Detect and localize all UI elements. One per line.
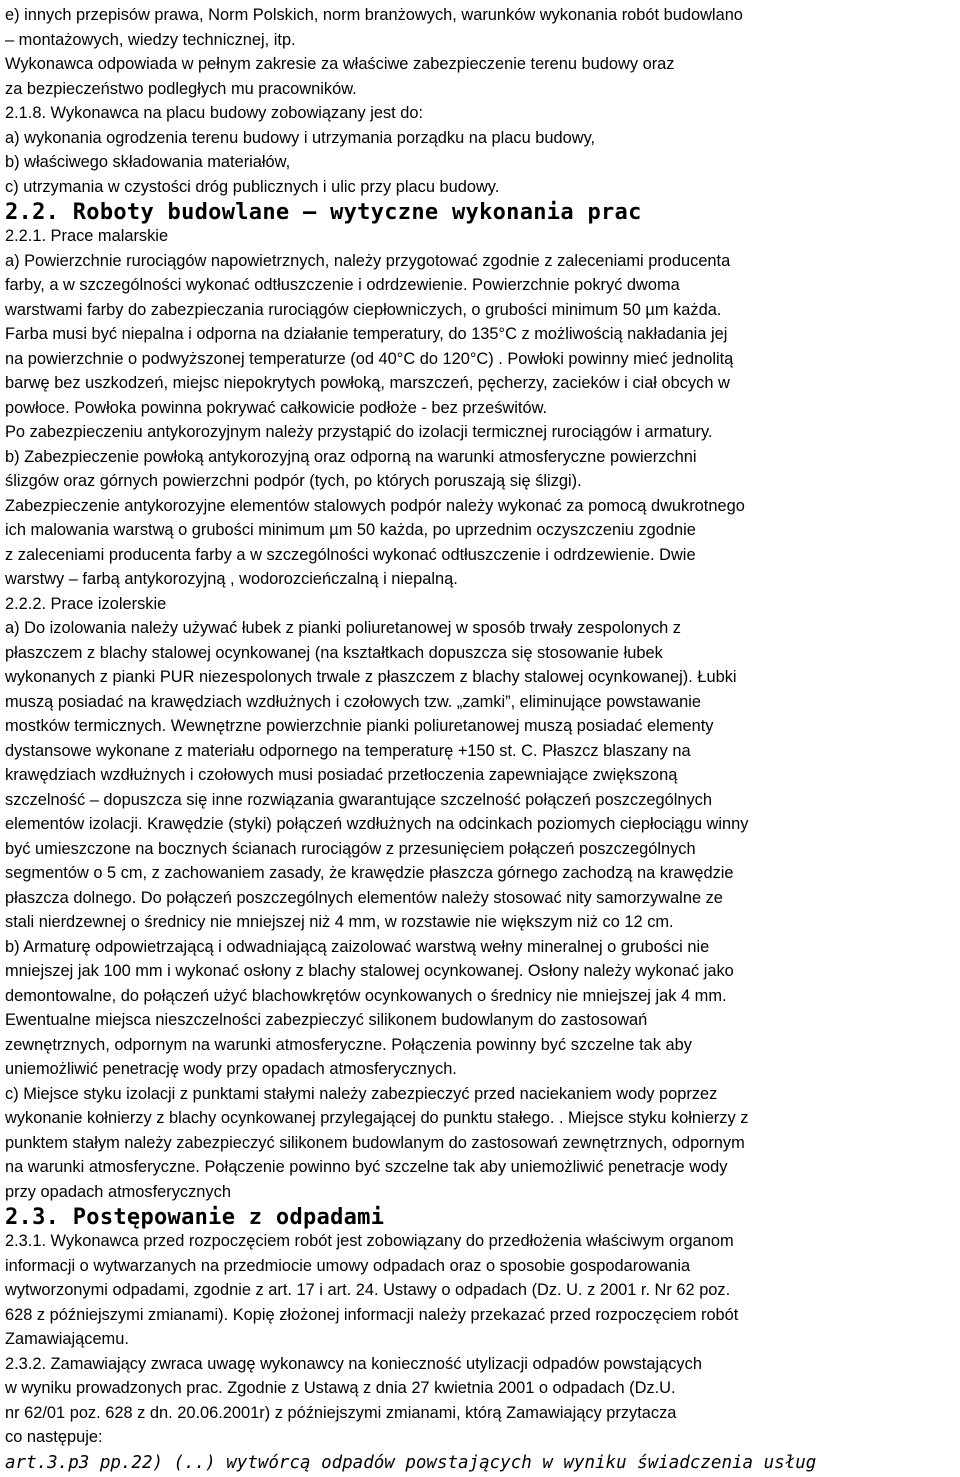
text-line: 2.3.2. Zamawiający zwraca uwagę wykonawcy na konieczność utylizacji odpadów powstających [5,1354,702,1373]
text-line: płaszczem z blachy stalowej ocynkowanej (na kształtkach dopuszcza się stosowanie łubek [5,643,663,662]
text-block-bottom [5,1229,960,1450]
text-line: segmentów o 5 cm, z zachowaniem zasady, że krawędzie płaszcza górnego zachodzą na krawędzie [5,864,734,882]
text-line: warstwami farby do zabezpieczania rurociągów ciepłowniczych, o grubości minimum 50 µm każda. [5,300,722,319]
text-line: 628 z późniejszymi zmianami). Kopię złożonej informacji należy przekazać przed rozpoczęciem robót [5,1305,739,1324]
text-line: co następuje: [5,1428,103,1446]
text-line: warstwy – farbą antykorozyjną , wodorozcieńczalną i niepalną. [5,570,458,588]
text-line: farby, a w szczególności wykonać odtłuszczenie i odrdzewienie. Powierzchnie pokryć dwoma [5,276,680,294]
text-line: Ewentualne miejsca nieszczelności zabezpieczyć silikonem budowlanym do zastosowań [5,1011,648,1029]
text-line: w wyniku prowadzonych prac. Zgodnie z Ustawą z dnia 27 kwietnia 2001 o odpadach (Dz.U. [5,1379,676,1397]
text-line: Wykonawca odpowiada w pełnym zakresie za właściwe zabezpieczenie terenu budowy oraz [5,55,675,73]
text-line: za bezpieczeństwo podległych mu pracowników. [5,79,357,98]
text-line: powłoce. Powłoka powinna pokrywać całkowicie podłoże - bez prześwitów. [5,398,548,417]
text-line: c) utrzymania w czystości dróg publicznych i ulic przy placu budowy. [5,177,500,196]
text-line: a) wykonania ogrodzenia terenu budowy i utrzymania porządku na placu budowy, [5,128,596,147]
text-line: zewnętrznych, odpornym na warunki atmosferyczne. Połączenia powinny być szczelne tak aby [5,1035,692,1054]
text-line: 2.3.1. Wykonawca przed rozpoczęciem robót jest zobowiązany do przedłożenia właściwym organom [5,1232,734,1250]
text-line: Farba musi być niepalna i odporna na działanie temperatury, do 135°C z możliwością nakładania jej [5,325,728,343]
text-line: 2.2.1. Prace malarskie [5,227,169,245]
italic-quote-line: art.3.p3 pp.22) (..) wytwórcą odpadów powstających w wyniku świadczenia usług [5,1452,817,1473]
text-line: – montażowych, wiedzy technicznej, itp. [5,30,296,49]
text-line: mniejszej jak 100 mm i wykonać osłony z blachy stalowej ocynkowanej. Osłony należy wykonać jako [5,962,734,980]
text-line: wykonanie kołnierzy z blachy ocynkowanej przylegającej do punktu stałego. . Miejsce styku kołnierzy z [5,1109,749,1127]
text-line: wytworzonymi odpadami, zgodnie z art. 17 i art. 24. Ustawy o odpadach (Dz. U. z 2001 r. Nr 62 poz. [5,1281,731,1299]
text-line: Zamawiającemu. [5,1330,129,1348]
section-heading-2-2: 2.2. Roboty budowlane – wytyczne wykonania prac [5,200,642,225]
section-heading-2-3: 2.3. Postępowanie z odpadami [5,1205,385,1230]
text-line: demontowalne, do połączeń użyć blachowkrętów ocynkowanych o średnicy nie mniejszej jak 4 mm. [5,986,727,1005]
text-line: e) innych przepisów prawa, Norm Polskich, norm branżowych, warunków wykonania robót budowlano [5,6,743,24]
text-line: uniemożliwić penetrację wody przy opadach atmosferycznych. [5,1060,457,1078]
text-line: nr 62/01 poz. 628 z dn. 20.06.2001r) z późniejszymi zmianami, którą Zamawiający przytacza [5,1403,677,1422]
text-line: na warunki atmosferyczne. Połączenie powinno być szczelne tak aby uniemożliwić penetracje wody [5,1158,728,1176]
text-line: elementów izolacji. Krawędzie (styki) połączeń wzdłużnych na odcinkach poziomych ciepłociągu winny [5,815,749,833]
text-line: b) Zabezpieczenie powłoką antykorozyjną oraz odporną na warunki atmosferyczne powierzchni [5,447,697,466]
text-line: z zaleceniami producenta farby a w szczególności wykonać odtłuszczenie i odrdzewienie. Dwie [5,545,696,564]
text-line: informacji o wytwarzanych na przedmiocie umowy odpadach oraz o sposobie gospodarowania [5,1256,691,1275]
text-line: mostków termicznych. Wewnętrzne powierzchnie pianki poliuretanowej muszą posiadać elementy [5,717,714,735]
text-line: dystansowe wykonane z materiału odpornego na temperaturę +150 st. C. Płaszcz blaszany na [5,741,691,760]
text-line: 2.2.2. Prace izolerskie [5,594,167,613]
text-line: Zabezpieczenie antykorozyjne elementów stalowych podpór należy wykonać za pomocą dwukrotnego [5,496,745,515]
text-line: ślizgów oraz górnych powierzchni podpór (tych, po których poruszają się ślizgi). [5,472,582,490]
text-line: krawędziach wzdłużnych i czołowych musi posiadać przetłoczenia zapewniające zwiększoną [5,766,678,784]
text-line: a) Powierzchnie rurociągów napowietrznych, należy przygotować zgodnie z zaleceniami producenta [5,251,731,270]
text-block-middle [5,224,960,1204]
text-line: na powierzchnie o podwyższonej temperaturze (od 40°C do 120°C) . Powłoki powinny mieć jednolitą [5,349,734,368]
text-line: płaszcza dolnego. Do połączeń poszczególnych elementów należy stosować nity samorzywalne ze [5,888,723,907]
text-line: b) właściwego składowania materiałów, [5,153,291,171]
text-line: punktem stałym należy zabezpieczyć silikonem budowlanym do zastosowań zewnętrznych, odpornym [5,1133,745,1152]
text-line: c) Miejsce styku izolacji z punktami stałymi należy zabezpieczyć przed naciekaniem wody poprzez [5,1084,718,1103]
text-line: być umieszczone na bocznych ścianach rurociągów z przesunięciem połączeń poszczególnych [5,839,696,858]
text-line: ich malowania warstwą o grubości minimum µm 50 każda, po uprzednim oczyszczeniu zgodnie [5,521,696,539]
text-line: wykonanych z pianki PUR niezespolonych trwale z płaszczem z blachy stalowej ocynkowanej). Łubki [5,668,737,686]
text-line: 2.1.8. Wykonawca na placu budowy zobowiązany jest do: [5,104,424,122]
text-line: szczelność – dopuszcza się inne rozwiązania gwarantujące szczelność połączeń poszczególnych [5,790,712,809]
text-line: muszą posiadać na krawędziach wzdłużnych i czołowych tzw. „zamki”, eliminujące powstawanie [5,692,701,711]
text-line: Po zabezpieczeniu antykorozyjnym należy przystąpić do izolacji termicznej rurociągów i armatury. [5,423,713,441]
text-line: przy opadach atmosferycznych [5,1182,231,1201]
text-block-top [5,3,960,199]
text-line: barwę bez uszkodzeń, miejsc niepokrytych powłoką, marszczeń, pęcherzy, zacieków i ciał obcych w [5,374,730,392]
text-line: b) Armaturę odpowietrzającą i odwadniającą zaizolować warstwą wełny mineralnej o grubości nie [5,937,710,956]
text-line: stali nierdzewnej o średnicy nie mniejszej niż 4 mm, w rozstawie nie większym niż co 12 cm. [5,913,674,931]
text-line: a) Do izolowania należy używać łubek z pianki poliuretanowej w sposób trwały zespolonych z [5,619,682,637]
